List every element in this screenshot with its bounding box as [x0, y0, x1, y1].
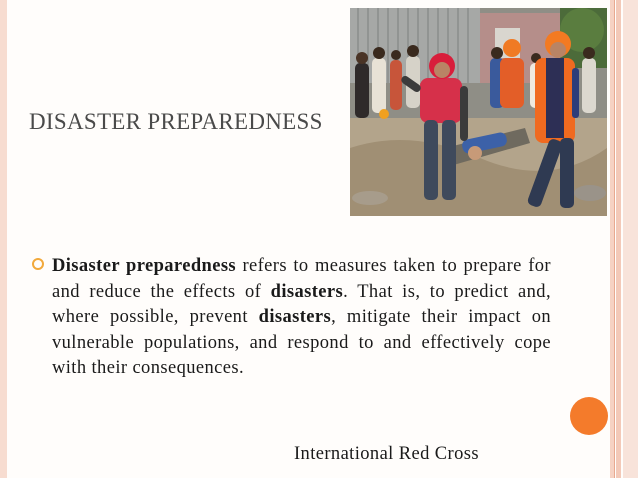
rescue-photo: [350, 8, 607, 216]
paragraph-text: , mitigate their impact on vulnerable populations, and respond to and effectively cope with their consequences.: [52, 307, 552, 378]
source-attribution: International Red Cross: [294, 444, 479, 464]
right-decor-band: [616, 0, 621, 478]
rescue-photo-illustration: [350, 8, 607, 216]
right-decor-band: [623, 0, 638, 478]
right-decor-line: [614, 0, 615, 478]
paragraph-text: refers to measures taken to prepare for and reduce the effects of: [52, 256, 551, 302]
paragraph-text: . That is, to predict and, where possible, prevent: [52, 281, 551, 327]
term-disaster-preparedness: Disaster preparedness: [52, 256, 237, 276]
keyword-disasters: disasters: [270, 281, 344, 302]
bullet-icon: [32, 258, 44, 270]
accent-circle: [570, 397, 608, 435]
slide-title: DISASTER PREPAREDNESS: [29, 109, 323, 134]
left-decor-stripe: [0, 0, 7, 478]
keyword-disasters: disasters: [258, 307, 332, 327]
definition-paragraph: [52, 254, 551, 382]
